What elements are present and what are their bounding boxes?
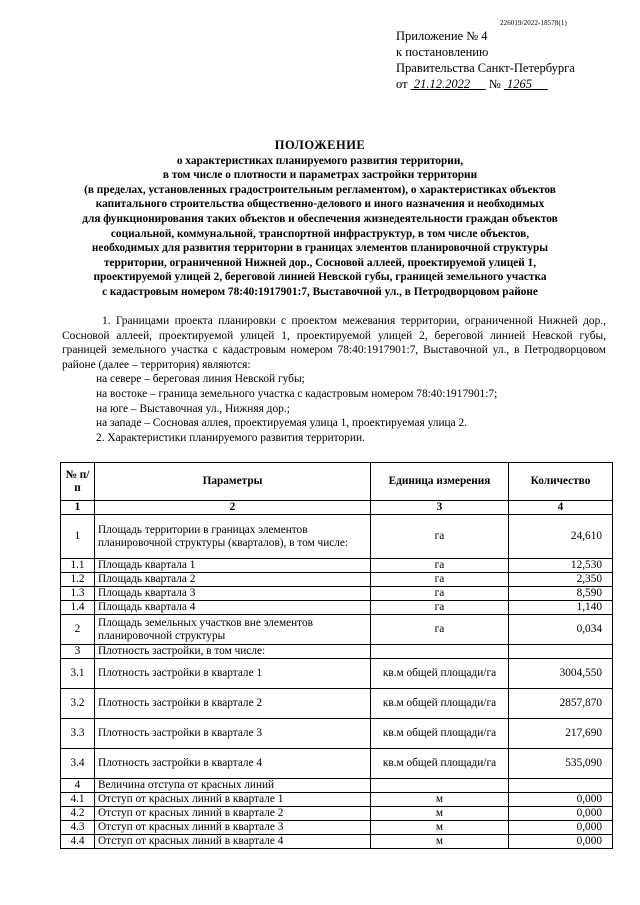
boundary-north: на севере – береговая линия Невской губы; [96,373,305,386]
row-qty: 1,140 [509,601,613,615]
table-header-row [61,463,613,501]
paragraph-boundaries: 1. Границами проекта планировки с проектом межевания территории, ограниченной Нижней дор., Сосновой аллеей, проектируемой улицей 1, проектируемой улицей 2, береговой линией Невской губы, границей земельного участка с кадастровым номером 78:40:1917901:7, Выставочной ул., в Петродворцовом районе (далее – территория) являются: [62,315,606,371]
row-unit: га [371,559,509,573]
row-qty: 535,090 [509,749,613,779]
row-unit: кв.м общей площади/га [371,659,509,689]
row-param: Площадь квартала 4 [95,601,371,615]
index-cell: 2 [95,501,371,515]
row-param: Отступ от красных линий в квартале 2 [95,807,371,821]
row-qty: 0,000 [509,821,613,835]
row-num: 4.4 [61,835,95,849]
decree-date: 21.12.2022 [413,77,471,91]
row-param: Площадь квартала 2 [95,573,371,587]
boundary-south: на юге – Выставочная ул., Нижняя дор.; [96,402,290,415]
row-param: Площадь квартала 1 [95,559,371,573]
decree-date-line [396,76,575,92]
row-param: Величина отступа от красных линий [95,779,371,793]
row-num: 3 [61,645,95,659]
row-num: 3.3 [61,719,95,749]
row-qty: 0,034 [509,615,613,645]
parameters-table [60,462,613,849]
row-qty: 2,350 [509,573,613,587]
table-row [61,821,613,835]
row-num: 4.2 [61,807,95,821]
row-param: Отступ от красных линий в квартале 1 [95,793,371,807]
row-unit: кв.м общей площади/га [371,719,509,749]
title-line: необходимых для развития территории в границах элементов планировочной структуры [91,242,549,255]
table-row [61,793,613,807]
row-param: Плотность застройки в квартале 4 [95,749,371,779]
row-unit: м [371,835,509,849]
row-num: 3.2 [61,689,95,719]
title-line: (в пределах, установленных градостроительным регламентом), о характеристиках объектов [84,183,556,196]
header-unit: Единица измерения [371,463,509,501]
body-text [62,314,606,445]
table-row [61,689,613,719]
appendix-line: Приложение № 4 [396,29,488,43]
row-num: 1.3 [61,587,95,601]
title-line: капитального строительства общественно-делового и иного назначения и необходимых [95,198,545,211]
table-row [61,835,613,849]
table-row [61,559,613,573]
row-num: 1.4 [61,601,95,615]
row-num: 1.2 [61,573,95,587]
header-qty: Количество [509,463,613,501]
row-param: Плотность застройки в квартале 3 [95,719,371,749]
row-qty: 0,000 [509,807,613,821]
row-num: 1.1 [61,559,95,573]
title-line: социальной, коммунальной, транспортной инфраструктур, в том числе объектов, [110,227,530,240]
row-param: Площадь квартала 3 [95,587,371,601]
table-row [61,587,613,601]
document-id: 226019/2022-18578(1) [500,19,567,27]
row-qty: 3004,550 [509,659,613,689]
number-prefix: № [488,77,501,91]
table-row [61,573,613,587]
row-param: Плотность застройки, в том числе: [95,645,371,659]
row-param: Плотность застройки в квартале 2 [95,689,371,719]
appendix-line: Правительства Санкт-Петербурга [396,61,575,75]
row-param: Площадь территории в границах элементов планировочной структуры (кварталов), в том числе: [95,515,371,559]
title-line: о характеристиках планируемого развития территории, [176,154,464,167]
row-qty: 2857,870 [509,689,613,719]
row-num: 3.4 [61,749,95,779]
row-qty: 24,610 [509,515,613,559]
row-qty [509,645,613,659]
title-line: для функционирования таких объектов и обеспечения жизнедеятельности граждан объектов [82,212,558,225]
row-unit: м [371,821,509,835]
row-num: 4.3 [61,821,95,835]
row-param: Отступ от красных линий в квартале 3 [95,821,371,835]
row-unit: кв.м общей площади/га [371,689,509,719]
row-num: 3.1 [61,659,95,689]
title-line: территории, ограниченной Нижней дор., Сосновой аллеей, проектируемой улицей 1, [103,256,537,269]
title-line: в том числе о плотности и параметрах застройки территории [162,169,478,182]
row-unit: га [371,615,509,645]
index-cell: 1 [61,501,95,515]
document-title [40,138,600,300]
row-unit: м [371,807,509,821]
row-unit: га [371,587,509,601]
table-row [61,659,613,689]
table-index-row [61,501,613,515]
title-line: проектируемой улицей 2, береговой линией Невской губы, границей земельного участка [93,271,547,284]
title-heading: ПОЛОЖЕНИЕ [274,138,366,152]
row-unit: га [371,573,509,587]
row-qty: 8,590 [509,587,613,601]
row-unit: га [371,515,509,559]
index-cell: 4 [509,501,613,515]
table-row [61,719,613,749]
row-unit [371,645,509,659]
row-unit: м [371,793,509,807]
table-row [61,515,613,559]
row-qty: 0,000 [509,835,613,849]
boundary-east: на востоке – граница земельного участка с кадастровым номером 78:40:1917901:7; [96,387,498,400]
header-param: Параметры [95,463,371,501]
paragraph-characteristics: 2. Характеристики планируемого развития территории. [96,431,365,444]
row-qty [509,779,613,793]
boundary-west: на западе – Сосновая аллея, проектируемая улица 1, проектируемая улица 2. [96,417,468,430]
header-num: № п/п [61,463,95,501]
row-num: 4.1 [61,793,95,807]
date-prefix: от [396,77,408,91]
table-row [61,779,613,793]
row-unit: га [371,601,509,615]
row-num: 2 [61,615,95,645]
row-param: Отступ от красных линий в квартале 4 [95,835,371,849]
row-num: 1 [61,515,95,559]
row-unit: кв.м общей площади/га [371,749,509,779]
row-num: 4 [61,779,95,793]
index-cell: 3 [371,501,509,515]
table-row [61,615,613,645]
row-param: Площадь земельных участков вне элементов планировочной структуры [95,615,371,645]
row-param: Плотность застройки в квартале 1 [95,659,371,689]
row-unit [371,779,509,793]
appendix-line: к постановлению [396,45,489,59]
table-row [61,749,613,779]
table-row [61,807,613,821]
title-line: с кадастровым номером 78:40:1917901:7, Выставочной ул., в Петродворцовом районе [102,285,538,298]
decree-number: 1265 [507,77,532,91]
row-qty: 0,000 [509,793,613,807]
row-qty: 12,530 [509,559,613,573]
table-row [61,645,613,659]
table-row [61,601,613,615]
appendix-header [396,28,575,92]
row-qty: 217,690 [509,719,613,749]
